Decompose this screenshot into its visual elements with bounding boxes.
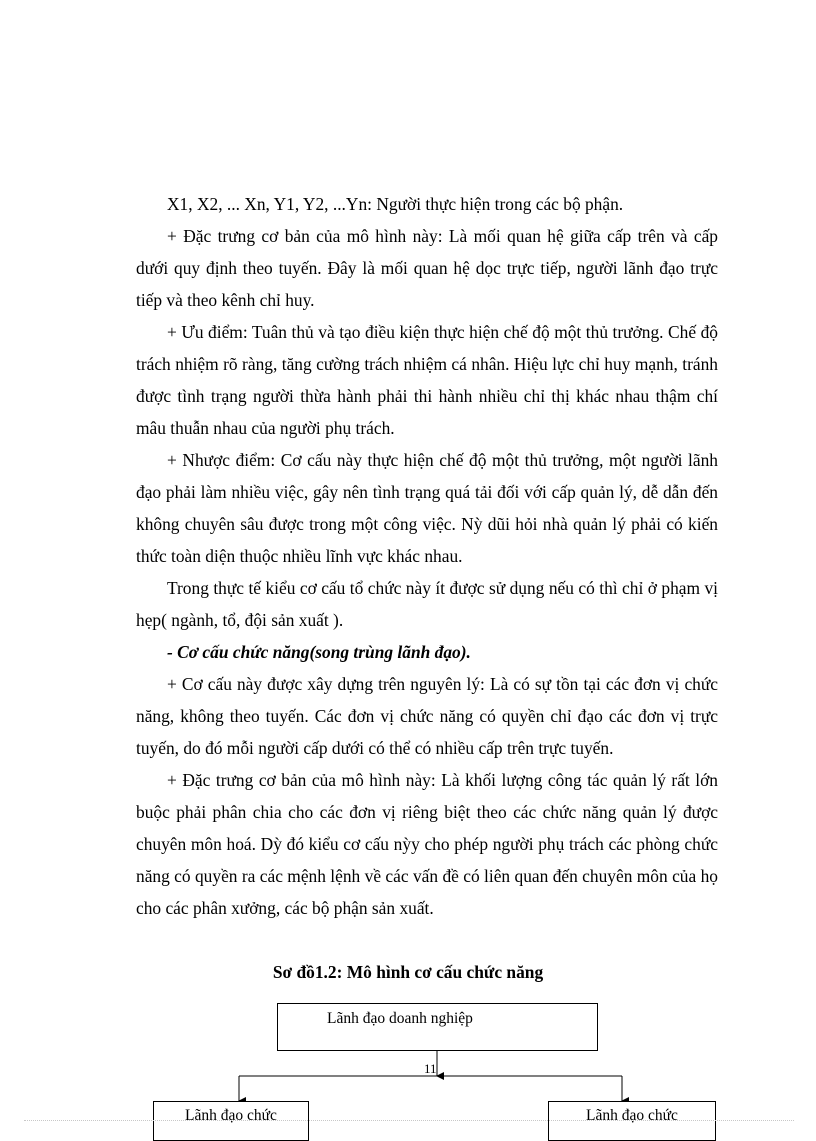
paragraph: + Đặc trưng cơ bản của mô hình này: Là khối lượng công tác quản lý rất lớn buộc phải phân chia cho các đơn vị riêng biệt theo các chức năng quản lý được chuyên môn hoá. Dỳ đó kiểu cơ cấu nỳy cho phép người phụ trách các phòng chức năng có quyền ra các mệnh lệnh về các vấn đề có liên quan đến chuyên môn của họ cho các phân xưởng, các bộ phận sản xuất. <box>136 770 718 918</box>
section-heading: - Cơ cấu chức năng(song trùng lãnh đạo). <box>167 642 471 662</box>
box-left-functional: Lãnh đạo chức <box>153 1101 309 1141</box>
diagram-caption: Sơ đồ1.2: Mô hình cơ cấu chức năng <box>272 962 544 982</box>
box-top-leadership: Lãnh đạo doanh nghiệp <box>277 1003 598 1051</box>
page-border <box>24 1120 794 1121</box>
paragraph: + Cơ cấu này được xây dựng trên nguyên lý: Là có sự tồn tại các đơn vị chức năng, không theo tuyến. Các đơn vị chức năng có quyền chỉ đạo các đơn vị trực tuyến, do đó mỗi người cấp dưới có thể có nhiều cấp trên trực tuyến. <box>136 674 718 758</box>
paragraph: X1, X2, ... Xn, Y1, Y2, ...Yn: Người thực hiện trong các bộ phận. <box>167 194 624 214</box>
paragraph: + Nhược điểm: Cơ cấu này thực hiện chế độ một thủ trưởng, một người lãnh đạo phải làm nhiều việc, gây nên tình trạng quá tải đối với cấp quản lý, dễ dẫn đến không chuyên sâu được trong một công việc. Nỳ dũi hỏi nhà quản lý phải có kiến thức toàn diện thuộc nhiều lĩnh vực khác nhau. <box>136 450 718 566</box>
box-right-functional: Lãnh đạo chức <box>548 1101 716 1141</box>
page-number: 11 <box>424 1061 437 1076</box>
paragraph: Trong thực tế kiểu cơ cấu tổ chức này ít được sử dụng nếu có thì chỉ ở phạm vị hẹp( ngành, tổ, đội sản xuất ). <box>136 578 718 630</box>
paragraph: + Ưu điểm: Tuân thủ và tạo điều kiện thực hiện chế độ một thủ trưởng. Chế độ trách nhiệm rõ ràng, tăng cường trách nhiệm cá nhân. Hiệu lực chỉ huy mạnh, tránh được tình trạng người thừa hành phải thi hành nhiều chỉ thị khác nhau thậm chí mâu thuẫn nhau của người phụ trách. <box>136 322 718 438</box>
paragraph: + Đặc trưng cơ bản của mô hình này: Là mối quan hệ giữa cấp trên và cấp dưới quy định theo tuyến. Đây là mối quan hệ dọc trực tiếp, người lãnh đạo trực tiếp và theo kênh chỉ huy. <box>136 226 718 310</box>
